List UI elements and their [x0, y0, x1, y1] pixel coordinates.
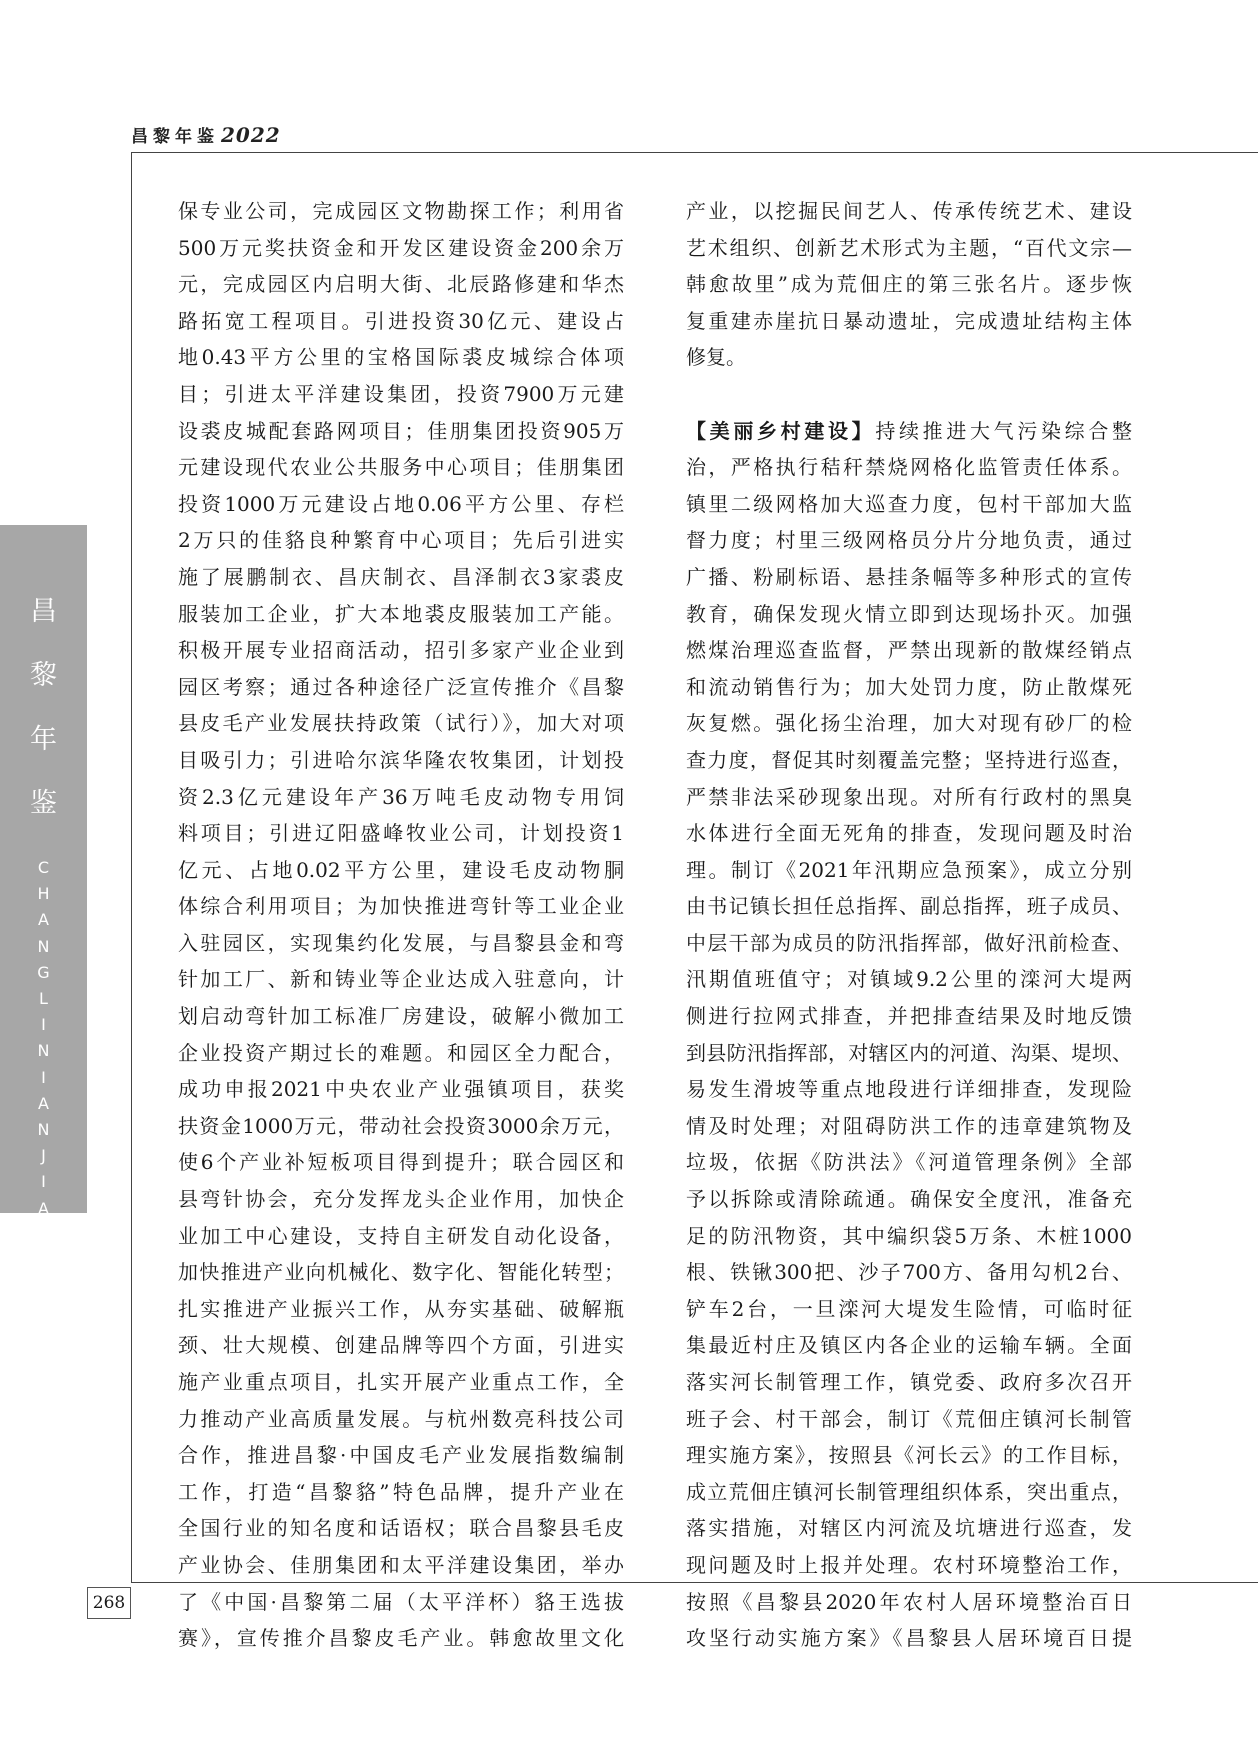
text-line: 使6个产业补短板项目得到提升；联合园区和: [178, 1150, 624, 1175]
header-rule: [131, 152, 1258, 153]
side-tab-char: H: [37, 884, 50, 904]
text-line: 针加工厂、新和铸业等企业达成入驻意向，计: [178, 967, 624, 992]
text-line: 中层干部为成员的防汛指挥部，做好汛前检查、: [686, 930, 1132, 955]
text-line: 全国行业的知名度和话语权；联合昌黎县毛皮: [178, 1516, 624, 1541]
text-line: 灰复燃。强化扬尘治理，加大对现有砂厂的检: [686, 711, 1132, 736]
side-tab-char: G: [37, 962, 50, 982]
text-line: 资2.3亿元建设年产36万吨毛皮动物专用饲: [178, 784, 624, 809]
book-year: 2022: [221, 123, 281, 147]
running-header: [131, 122, 281, 147]
text-line: 教育，确保发现火情立即到达现场扑灭。加强: [686, 601, 1132, 626]
side-tab-pinyin-title: [0, 855, 87, 1248]
text-line: 汛期值班值守；对镇域9.2公里的滦河大堤两: [686, 967, 1132, 992]
text-line: 县皮毛产业发展扶持政策（试行）》，加大对项: [178, 711, 624, 736]
text-line: 攻坚行动实施方案》《昌黎县人居环境百日提: [686, 1626, 1132, 1651]
text-line: 投资1000万元建设占地0.06平方公里、存栏: [178, 491, 624, 516]
text-line: 地0.43平方公里的宝格国际裘皮城综合体项: [178, 345, 624, 370]
side-tab-char: N: [37, 1120, 50, 1140]
text-line: 艺术组织、创新艺术形式为主题，“百代文宗—: [686, 235, 1132, 260]
text-line: 500万元奖扶资金和开发区建设资金200余万: [178, 235, 624, 260]
section-first-line: [686, 413, 1132, 450]
text-line: 现问题及时上报并处理。农村环境整治工作，: [686, 1552, 1132, 1577]
text-line: 治，严格执行秸秆禁烧网格化监管责任体系。: [686, 455, 1132, 480]
text-line: 落实河长制管理工作，镇党委、政府多次召开: [686, 1370, 1132, 1394]
text-line: 企业投资产期过长的难题。和园区全力配合，: [178, 1040, 624, 1065]
left-frame-rule: [131, 152, 132, 1582]
text-line: 查力度，督促其时刻覆盖完整；坚持进行巡查，: [686, 747, 1132, 772]
right-intro-paragraph: [686, 193, 1132, 376]
text-line: 园区考察；通过各种途径广泛宣传推介《昌黎: [178, 674, 624, 699]
side-tab-char: 昌: [30, 596, 57, 627]
text-line: 足的防汛物资，其中编织袋5万条、木桩1000: [686, 1223, 1132, 1248]
section-first-line-text: 持续推进大气污染综合整: [875, 418, 1133, 443]
text-line: 了《中国·昌黎第二届（太平洋杯）貉王选拔: [178, 1589, 624, 1614]
side-tab-char: N: [37, 936, 50, 956]
text-line: 元，完成园区内启明大街、北辰路修建和华杰: [178, 272, 624, 297]
side-tab-char: C: [37, 858, 50, 877]
text-line: 由书记镇长担任总指挥、副总指挥，班子成员、: [686, 894, 1132, 919]
text-line: 镇里二级网格加大巡查力度，包村干部加大监: [686, 491, 1132, 516]
text-line: 积极开展专业招商活动，招引多家产业企业到: [178, 638, 624, 663]
side-tab-char: 年: [30, 724, 57, 755]
side-tab-char: I: [41, 1015, 46, 1035]
side-tab-char: 鉴: [30, 788, 57, 819]
text-line: 修复。: [686, 345, 746, 370]
text-line: 体综合利用项目；为加快推进弯针等工业企业: [178, 894, 624, 919]
text-line: 合作，推进昌黎·中国皮毛产业发展指数编制: [178, 1443, 624, 1468]
right-text-column: [686, 193, 1132, 1657]
text-line: 元建设现代农业公共服务中心项目；佳朋集团: [178, 455, 624, 480]
text-line: 划启动弯针加工标准厂房建设，破解小微加工: [178, 1004, 624, 1029]
text-line: 集最近村庄及镇区内各企业的运输车辆。全面: [686, 1333, 1132, 1358]
text-line: 情及时处理；对阻碍防洪工作的违章建筑物及: [686, 1113, 1132, 1138]
text-line: 加快推进产业向机械化、数字化、智能化转型；: [178, 1260, 624, 1285]
side-tab-char: 黎: [30, 660, 57, 691]
text-line: 易发生滑坡等重点地段进行详细排查，发现险: [686, 1077, 1132, 1102]
text-line: 扎实推进产业振兴工作，从夯实基础、破解瓶: [178, 1296, 624, 1321]
right-body-paragraph: [686, 449, 1132, 1657]
text-line: 成功申报2021中央农业产业强镇项目，获奖: [178, 1077, 624, 1102]
text-line: 垃圾，依据《防洪法》《河道管理条例》全部: [686, 1150, 1132, 1175]
text-line: 产业协会、佳朋集团和太平洋建设集团，举办: [178, 1552, 624, 1577]
text-line: 严禁非法采砂现象出现。对所有行政村的黑臭: [686, 784, 1132, 809]
text-line: 业加工中心建设，支持自主研发自动化设备，: [178, 1223, 624, 1248]
side-tab-char: I: [41, 1172, 46, 1192]
side-tab-char: A: [38, 1093, 49, 1113]
text-line: 亿元、占地0.02平方公里，建设毛皮动物胴: [178, 857, 624, 882]
text-line: 入驻园区，实现集约化发展，与昌黎县金和弯: [178, 930, 624, 955]
side-tab-char: N: [37, 1224, 50, 1244]
left-text-column: [178, 193, 624, 1657]
text-line: 燃煤治理巡查监督，严禁出现新的散煤经销点: [686, 638, 1132, 663]
text-line: 赛》，宣传推介昌黎皮毛产业。韩愈故里文化: [178, 1626, 624, 1651]
book-title: 昌黎年鉴: [131, 127, 219, 147]
text-line: 设裘皮城配套路网项目；佳朋集团投资905万: [178, 418, 624, 443]
text-line: 落实措施，对辖区内河流及坑塘进行巡查，发: [686, 1516, 1132, 1541]
text-line: 按照《昌黎县2020年农村人居环境整治百日: [686, 1589, 1132, 1614]
text-line: 理。制订《2021年汛期应急预案》，成立分别: [686, 857, 1132, 882]
text-line: 督力度；村里三级网格员分片分地负责，通过: [686, 528, 1132, 553]
text-line: 到县防汛指挥部，对辖区内的河道、沟渠、堤坝、: [686, 1040, 1132, 1065]
text-line: 予以拆除或清除疏通。确保安全度汛，准备充: [686, 1187, 1132, 1212]
text-line: 工作，打造“昌黎貉”特色品牌，提升产业在: [178, 1479, 624, 1504]
text-line: 2万只的佳貉良种繁育中心项目；先后引进实: [178, 528, 624, 553]
side-tab-char: N: [37, 1041, 50, 1061]
text-line: 班子会、村干部会，制订《荒佃庄镇河长制管: [686, 1406, 1132, 1431]
text-line: 侧进行拉网式排查，并把排查结果及时地反馈: [686, 1004, 1132, 1029]
text-line: 保专业公司，完成园区文物勘探工作；利用省: [178, 199, 624, 223]
text-line: 成立荒佃庄镇河长制管理组织体系，突出重点，: [686, 1479, 1132, 1504]
text-line: 铲车2台，一旦滦河大堤发生险情，可临时征: [686, 1296, 1132, 1321]
side-tab-char: A: [38, 1198, 49, 1218]
text-line: 和流动销售行为；加大处罚力度，防止散煤死: [686, 674, 1132, 699]
text-line: 目；引进太平洋建设集团，投资7900万元建: [178, 381, 624, 406]
text-line: 目吸引力；引进哈尔滨华隆农牧集团，计划投: [178, 747, 624, 772]
text-line: 颈、壮大规模、创建品牌等四个方面，引进实: [178, 1333, 624, 1358]
text-line: 韩愈故里”成为荒佃庄的第三张名片。逐步恢: [686, 272, 1132, 297]
page-number: 268: [87, 1587, 131, 1619]
text-line: 水体进行全面无死角的排查，发现问题及时治: [686, 821, 1132, 846]
side-tab-char: L: [39, 989, 48, 1009]
paragraph-gap: [686, 376, 1132, 413]
section-title: 【美丽乡村建设】: [686, 418, 876, 443]
text-line: 服装加工企业，扩大本地裘皮服装加工产能。: [178, 601, 624, 626]
text-line: 施了展鹏制衣、昌庆制衣、昌泽制衣3家裘皮: [178, 564, 624, 589]
text-line: 根、铁锹300把、沙子700方、备用勾机2台、: [686, 1260, 1132, 1285]
side-tab-char: A: [38, 910, 49, 930]
side-tab-char: J: [41, 1146, 46, 1166]
text-line: 施产业重点项目，扎实开展产业重点工作，全: [178, 1370, 624, 1394]
text-line: 力推动产业高质量发展。与杭州数亮科技公司: [178, 1406, 624, 1431]
text-line: 广播、粉刷标语、悬挂条幅等多种形式的宣传: [686, 564, 1132, 589]
text-line: 扶资金1000万元，带动社会投资3000余万元，: [178, 1113, 624, 1138]
text-line: 理实施方案》，按照县《河长云》的工作目标，: [686, 1443, 1132, 1468]
text-line: 县弯针协会，充分发挥龙头企业作用，加快企: [178, 1187, 624, 1212]
text-line: 产业，以挖掘民间艺人、传承传统艺术、建设: [686, 199, 1132, 223]
text-line: 路拓宽工程项目。引进投资30亿元、建设占: [178, 308, 624, 333]
side-tab-char: I: [41, 1067, 46, 1087]
side-tab-chinese-title: [0, 580, 87, 836]
text-line: 料项目；引进辽阳盛峰牧业公司，计划投资1: [178, 821, 624, 846]
text-line: 复重建赤崖抗日暴动遗址，完成遗址结构主体: [686, 308, 1132, 333]
